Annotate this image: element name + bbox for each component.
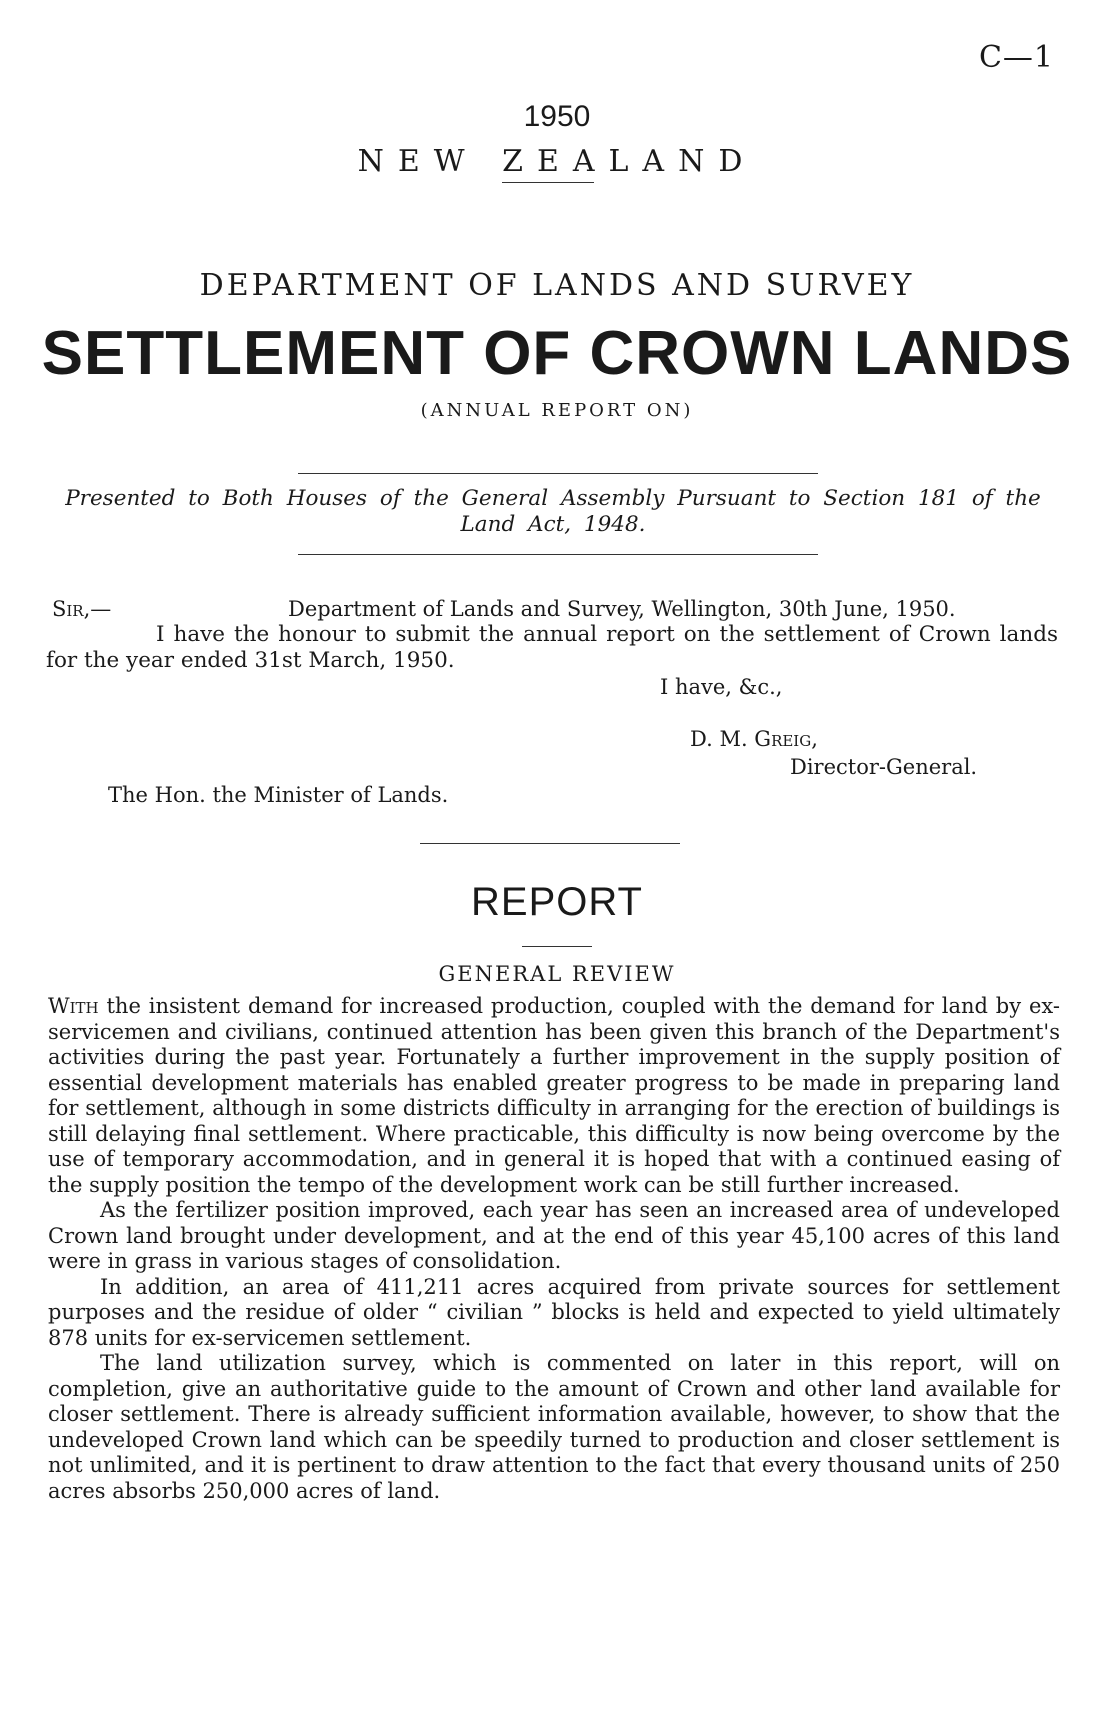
paragraph: The land utilization survey, which is commented on later in this report, will on completion, give an authoritative guide to the amount of Crown and other land available for closer settlement. There is already sufficient information available, however, to show that the undeveloped Crown land which can be speedily turned to production and closer settlement is not unlimited, and it is pertinent to draw attention to the fact that every thousand units of 250 acres absorbs 250,000 acres of land. bbox=[48, 1351, 1060, 1503]
paragraph bbox=[48, 994, 1060, 1198]
letter-closing: I have, &c., bbox=[660, 675, 783, 699]
section-heading: GENERAL REVIEW bbox=[438, 962, 676, 986]
divider-rule bbox=[298, 554, 818, 555]
letter-dateline: Department of Lands and Survey, Wellington, 30th June, 1950. bbox=[288, 597, 956, 621]
paragraph-text: the insistent demand for increased production, coupled with the demand for land by ex-servicemen and civilians, continued attention has been given this branch of the Department's activities during the past year. Fortunately a further improvement in the supply position of essential development materials has enabled greater progress to be made in preparing land for settlement, although in some districts difficulty in arranging for the erection of buildings is still delaying final settlement. Where practicable, this difficulty is now being overcome by the use of temporary accommodation, and in general it is hoped that with a continued easing of the supply position the tempo of the development work can be still further increased. bbox=[48, 994, 1060, 1197]
document-title: SETTLEMENT OF CROWN LANDS bbox=[41, 319, 1073, 388]
divider-rule bbox=[420, 843, 680, 844]
paragraph: In addition, an area of 411,211 acres acquired from private sources for settlement purposes and the residue of older “ civilian ” blocks is held and expected to yield ultimately 878 units for ex-servicemen settlement. bbox=[48, 1274, 1060, 1350]
letter-salutation: Sir,— bbox=[52, 597, 112, 621]
signatory-position: Director-General. bbox=[790, 755, 978, 779]
presentation-note: Presented to Both Houses of the General Assembly Pursuant to Section 181 of the Land Act, 1948. bbox=[65, 486, 1041, 537]
report-body bbox=[48, 994, 1060, 1504]
divider-rule bbox=[298, 473, 818, 474]
report-heading: REPORT bbox=[471, 880, 643, 924]
divider-rule bbox=[522, 946, 592, 947]
document-subtitle: (ANNUAL REPORT ON) bbox=[420, 400, 694, 421]
page-code: C—1 bbox=[978, 40, 1054, 75]
divider-rule bbox=[502, 182, 594, 183]
letter-body: I have the honour to submit the annual report on the settlement of Crown lands for the year ended 31st March, 1950. bbox=[46, 622, 1058, 673]
country-heading: NEW ZEALAND bbox=[357, 144, 757, 179]
department-heading: DEPARTMENT OF LANDS AND SURVEY bbox=[199, 268, 915, 303]
paragraph-lead: With bbox=[48, 994, 99, 1018]
letter-addressee: The Hon. the Minister of Lands. bbox=[108, 783, 449, 807]
letter-signatory: D. M. Greig, bbox=[690, 727, 818, 751]
report-year: 1950 bbox=[523, 100, 591, 133]
paragraph: As the fertilizer position improved, each year has seen an increased area of undeveloped Crown land brought under development, and at the end of this year 45,100 acres of this land were in grass in various stages of consolidation. bbox=[48, 1198, 1060, 1273]
